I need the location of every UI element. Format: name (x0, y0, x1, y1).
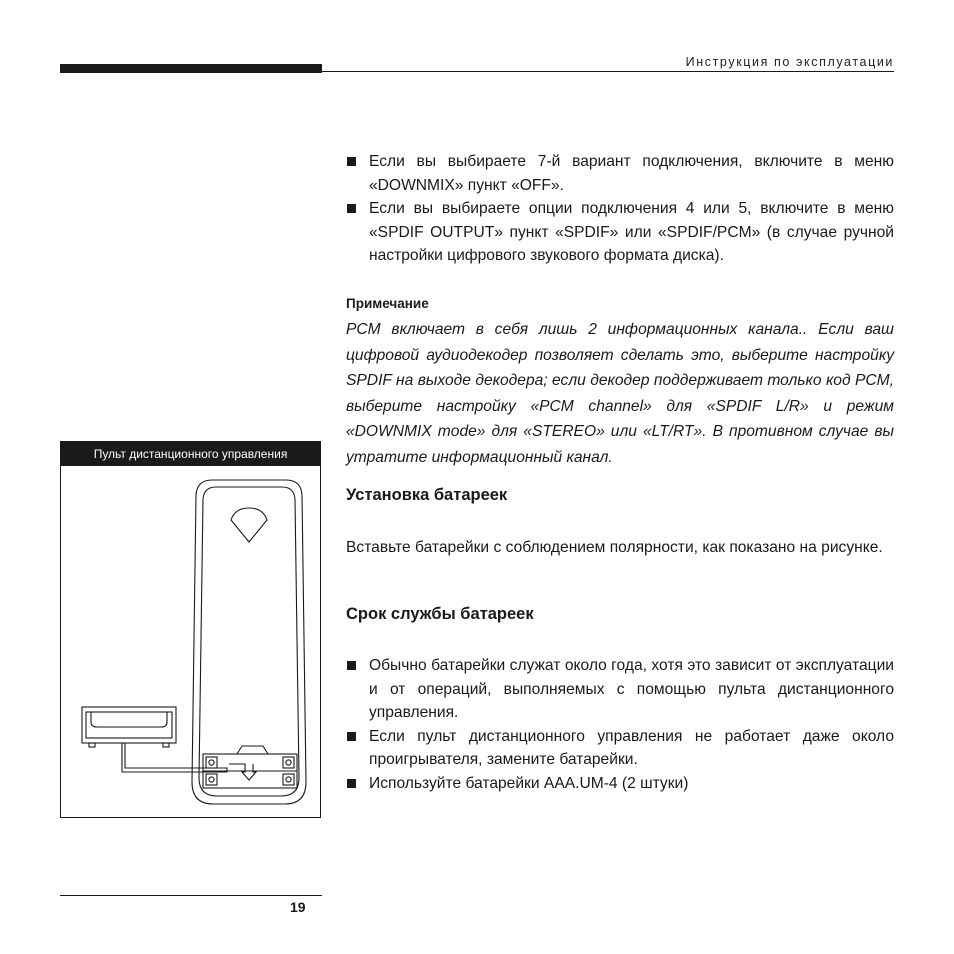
page-number: 19 (290, 899, 306, 915)
remote-battery-diagram (61, 442, 320, 817)
remote-body-outline (192, 480, 306, 804)
battery-latch (237, 746, 268, 754)
bullet-square-icon (347, 157, 356, 166)
note-title: Примечание (346, 296, 429, 311)
bullet-square-icon (347, 779, 356, 788)
header-title: Инструкция по эксплуатации (685, 55, 894, 69)
footer-rule (60, 895, 322, 896)
note-text: PCM включает в себя лишь 2 информационных канала.. Если ваш цифровой аудиодекодер позволяет сделать это, выберите настройку SPDIF на выходе декодера; если декодер поддерживает только код PCM, выберите настройку «PCM channel» для «SPDIF L/R» и режим «DOWNMIX mode» для «STEREO» или «LT/RT». В противном случае вы утратите информационный канал. (346, 321, 894, 466)
bullet-square-icon (347, 661, 356, 670)
bullet-item: Если вы выбираете опции подключения 4 или 5, включите в меню «SPDIF OUTPUT» пункт «SPDIF» или «SPDIF/PCM» (в случае ручной настройки цифрового звукового формата диска). (346, 197, 894, 268)
bullet-item: Используйте батарейки AAA.UM-4 (2 штуки) (346, 772, 894, 796)
connection-bullets (346, 150, 894, 268)
bullet-item: Если вы выбираете 7-й вариант подключения, включите в меню «DOWNMIX» пункт «OFF». (346, 150, 894, 197)
bullet-item: Если пульт дистанционного управления не работает даже около проигрывателя, замените батарейки. (346, 725, 894, 772)
battery-arrow-icon (229, 764, 256, 780)
battery-life-heading: Срок службы батареек (346, 605, 534, 623)
bullet-square-icon (347, 732, 356, 741)
remote-control-figure (60, 441, 321, 818)
ir-window-icon (231, 508, 267, 542)
battery-install-text: Вставьте батарейки с соблюдением полярности, как показано на рисунке. (346, 539, 883, 556)
battery-life-bullets (346, 654, 894, 795)
battery-install-heading: Установка батареек (346, 486, 508, 504)
figure-caption: Пульт дистанционного управления (61, 442, 320, 466)
header-thick-rule (60, 64, 322, 73)
bullet-item: Обычно батарейки служат около года, хотя это зависит от эксплуатации и от операций, выполняемых с помощью пульта дистанционного управления. (346, 654, 894, 725)
bullet-square-icon (347, 204, 356, 213)
remote-inner-outline (199, 487, 299, 796)
header-thin-rule (322, 71, 894, 72)
